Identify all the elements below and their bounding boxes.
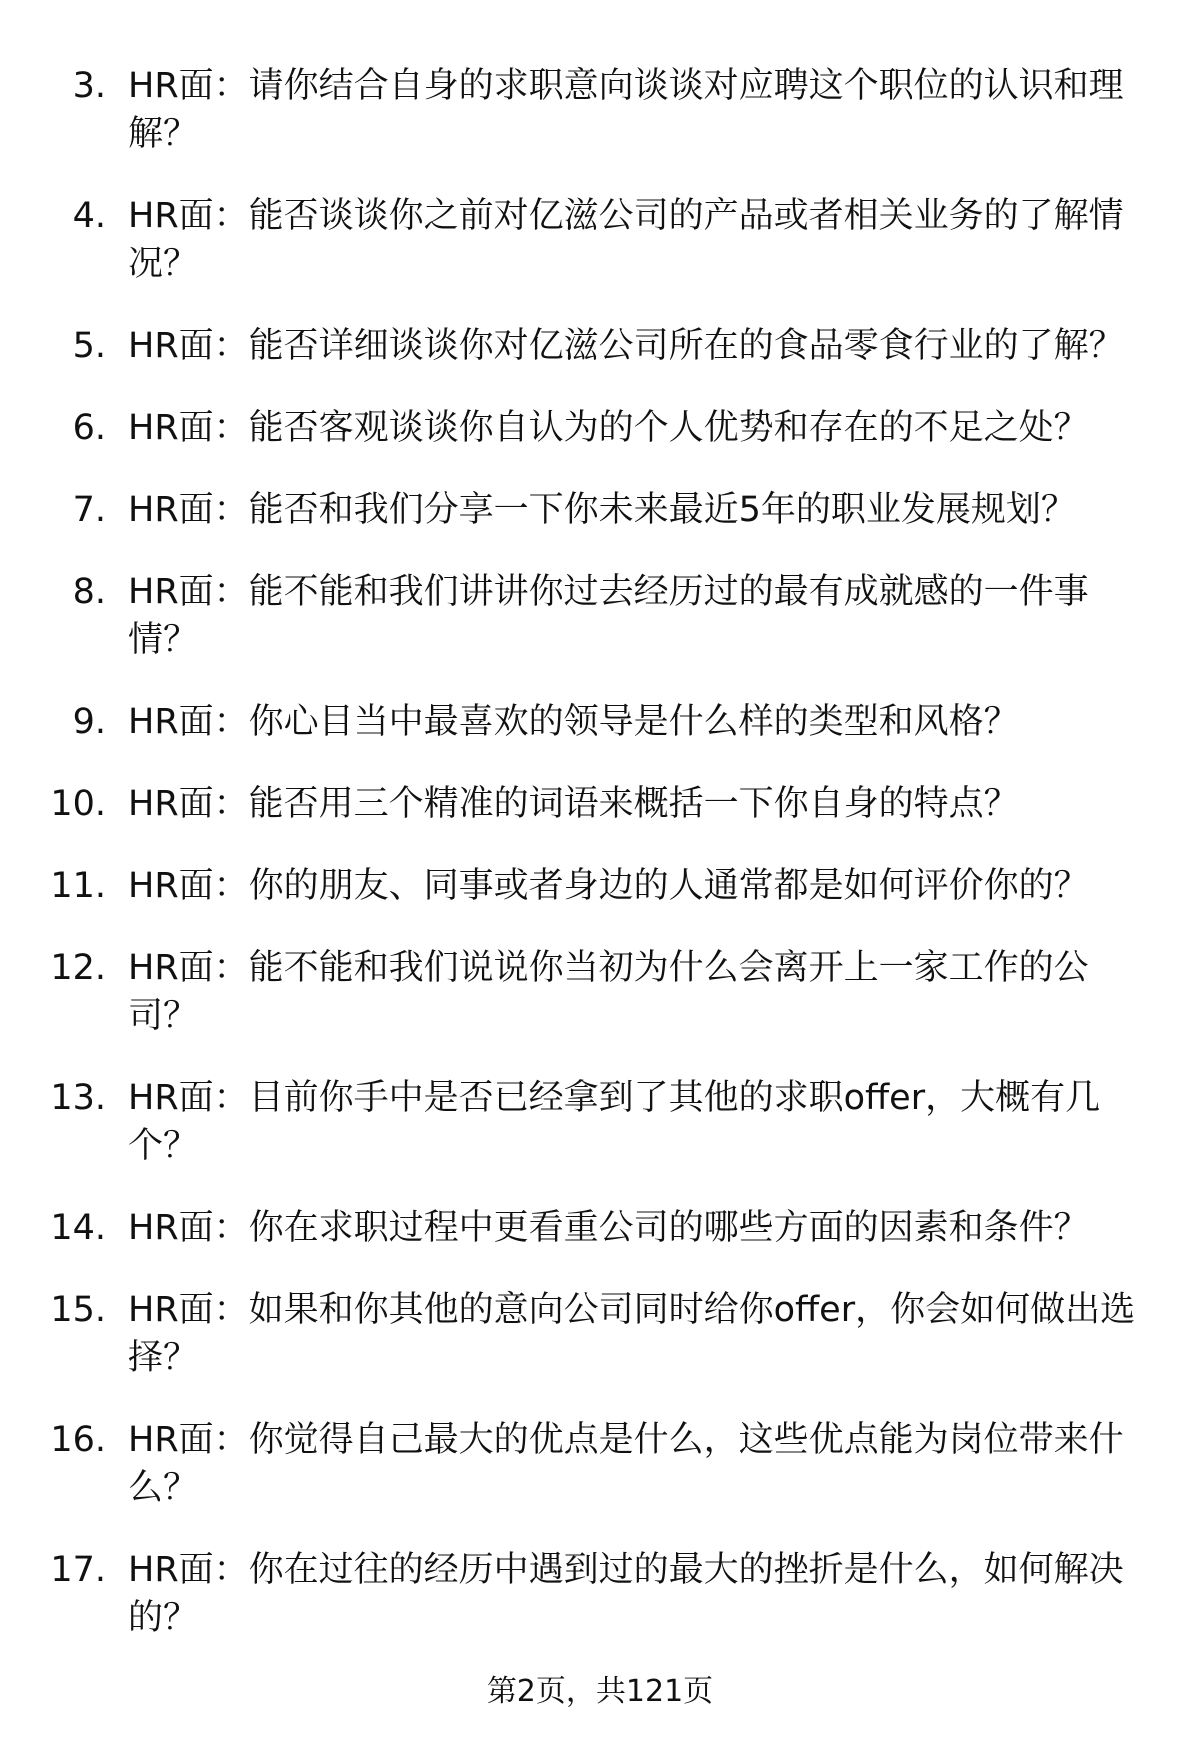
list-item [0,1286,1200,1382]
item-number: 5. [72,326,106,366]
list-item [0,944,1200,1040]
item-number: 7. [72,490,106,530]
item-text: HR面：能不能和我们讲讲你过去经历过的最有成就感的一件事情？ [128,572,1089,660]
item-number: 17. [50,1550,106,1590]
list-item [0,62,1200,158]
item-text: HR面：你觉得自己最大的优点是什么，这些优点能为岗位带来什么？ [128,1420,1124,1508]
page-footer: 第2页，共121页 [486,1674,714,1709]
item-text: HR面：你在过往的经历中遇到过的最大的挫折是什么，如何解决的？ [128,1550,1124,1638]
list-item [0,780,1200,828]
list-item [0,862,1200,910]
question-list [0,62,1200,1676]
item-text: HR面：能不能和我们说说你当初为什么会离开上一家工作的公司？ [128,948,1089,1036]
item-number: 3. [72,66,106,106]
item-text: HR面：你的朋友、同事或者身边的人通常都是如何评价你的？ [128,866,1089,906]
item-text: HR面：能否详细谈谈你对亿滋公司所在的食品零食行业的了解？ [128,326,1124,366]
item-text: HR面：你心目当中最喜欢的领导是什么样的类型和风格？ [128,702,1019,742]
item-number: 12. [50,948,106,988]
item-number: 10. [50,784,106,824]
list-item [0,404,1200,452]
list-item [0,1416,1200,1512]
item-text: HR面：你在求职过程中更看重公司的哪些方面的因素和条件？ [128,1208,1089,1248]
item-text: HR面：目前你手中是否已经拿到了其他的求职offer，大概有几个？ [128,1078,1101,1166]
item-number: 14. [50,1208,106,1248]
item-number: 6. [72,408,106,448]
item-number: 9. [72,702,106,742]
list-item [0,1546,1200,1642]
item-text: HR面：请你结合自身的求职意向谈谈对应聘这个职位的认识和理解？ [128,66,1124,154]
item-number: 4. [72,196,106,236]
item-text: HR面：能否谈谈你之前对亿滋公司的产品或者相关业务的了解情况？ [128,196,1124,284]
list-item [0,486,1200,534]
list-item [0,192,1200,288]
item-text: HR面：如果和你其他的意向公司同时给你offer，你会如何做出选择？ [128,1290,1136,1378]
list-item [0,322,1200,370]
item-text: HR面：能否用三个精准的词语来概括一下你自身的特点？ [128,784,1019,824]
list-item [0,698,1200,746]
item-number: 11. [50,866,106,906]
list-item [0,1204,1200,1252]
item-number: 16. [50,1420,106,1460]
list-item [0,568,1200,664]
list-item [0,1074,1200,1170]
item-text: HR面：能否客观谈谈你自认为的个人优势和存在的不足之处？ [128,408,1089,448]
item-number: 15. [50,1290,106,1330]
item-text: HR面：能否和我们分享一下你未来最近5年的职业发展规划？ [128,490,1076,530]
item-number: 8. [72,572,106,612]
item-number: 13. [50,1078,106,1118]
